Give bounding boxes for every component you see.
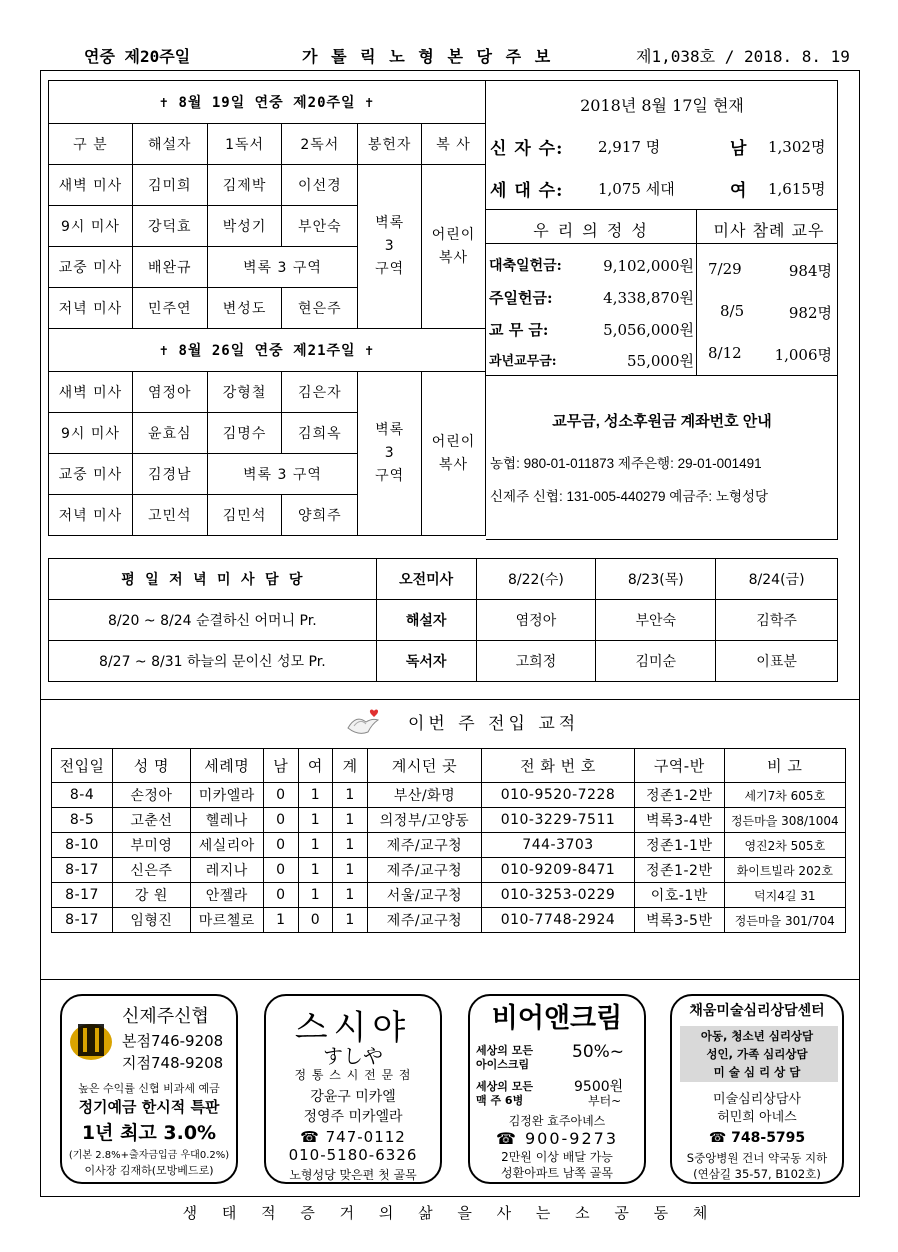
cell: 1 (333, 908, 368, 933)
cell: 1 (298, 783, 333, 808)
ad2-phone: ☎ 747-0112 (300, 1128, 406, 1146)
male-label: 남 (730, 139, 747, 159)
reader-2: 부안숙 (282, 206, 358, 247)
ad1-line: 본점746-9208 (122, 1032, 224, 1050)
ad-sushi (264, 994, 442, 1184)
cell: 의정부/고양동 (367, 808, 481, 833)
week1-title: ✝ 8월 19일 연중 제20주일 ✝ (49, 81, 486, 124)
cell: 010-3253-0229 (482, 883, 635, 908)
col-header: 봉헌자 (358, 124, 422, 165)
readers-merged: 벽록 3 구역 (207, 454, 358, 495)
ad1-line: 높은 수익률 신협 비과세 예금 (78, 1082, 220, 1095)
dove-icon (344, 706, 384, 738)
week2-title: ✝ 8월 26일 연중 제21주일 ✝ (49, 329, 486, 372)
reader-1: 김제박 (207, 165, 282, 206)
offerings-title: 우 리 의 정 성 (533, 221, 649, 240)
reader-2: 김희옥 (282, 413, 358, 454)
cell: 0 (263, 833, 298, 858)
prayer-group-period: 8/20 ~ 8/24 순결하신 어머니 Pr. (49, 600, 377, 641)
commentator: 강덕효 (132, 206, 207, 247)
cell: 안젤라 (190, 883, 263, 908)
ad1-line: 지점748-9208 (122, 1054, 224, 1072)
table-row (52, 883, 846, 908)
cell: 벽록3-5반 (634, 908, 724, 933)
person: 이표분 (716, 641, 838, 682)
person: 김미순 (596, 641, 716, 682)
reader-1: 김민석 (207, 495, 282, 536)
cell: 010-7748-2924 (482, 908, 635, 933)
cell: 덕지4길 31 (724, 883, 845, 908)
cell: 1 (263, 908, 298, 933)
col-header: 전 화 번 호 (482, 749, 635, 783)
accounts-title: 교무금, 성소후원금 계좌번호 안내 (552, 413, 772, 430)
cell: 벽록3-4반 (634, 808, 724, 833)
col-header: 전입일 (52, 749, 113, 783)
weekday-title: 평 일 저 녁 미 사 담 당 (49, 559, 377, 600)
cell: 정든마을 308/1004 (724, 808, 845, 833)
table-row (52, 908, 846, 933)
mass-name: 9시 미사 (49, 413, 133, 454)
mass-name: 교중 미사 (49, 247, 133, 288)
cell: 744-3703 (482, 833, 635, 858)
cell: 8-17 (52, 908, 113, 933)
offering-label: 대축일헌금: (489, 258, 562, 274)
attendance-date: 8/5 (720, 302, 745, 320)
ad3-line: 9500원 (574, 1079, 624, 1095)
ad3-phone: ☎ 900-9273 (495, 1129, 619, 1148)
cell: 1 (298, 858, 333, 883)
cell: 0 (263, 783, 298, 808)
cell: 마르첼로 (190, 908, 263, 933)
accounts-line-2: 신제주 신협: 131-005-440279 예금주: 노형성당 (490, 489, 769, 504)
ad4-line: 성인, 가족 심리상담 (706, 1047, 808, 1061)
cell: 8-10 (52, 833, 113, 858)
ad1-name: 신제주신협 (122, 1006, 209, 1027)
ad4-line: 허민희 아네스 (717, 1110, 797, 1125)
cell: 8-5 (52, 808, 113, 833)
ad1-line: 이사장 김재하(모방베드로) (84, 1164, 214, 1177)
offering-label: 교 무 금: (489, 321, 549, 339)
parish-info-panel (486, 80, 838, 540)
offering-value: 5,056,000원 (603, 321, 694, 339)
commentator: 윤효심 (132, 413, 207, 454)
cell: 0 (263, 883, 298, 908)
day-header: 8/22(수) (476, 559, 596, 600)
cell: 화이트빌라 202호 (724, 858, 845, 883)
ad2-line: 강윤구 미카엘 (310, 1089, 396, 1105)
ad2-name: 스시야 (294, 1008, 412, 1048)
mass-name: 저녁 미사 (49, 495, 133, 536)
offering-group: 벽록 3 구역 (358, 372, 422, 536)
col-header: 성 명 (113, 749, 190, 783)
liturgical-week: 연중 제20주일 (84, 47, 191, 66)
cell: 1 (333, 883, 368, 908)
newcomers-table (51, 748, 846, 933)
commentator: 김미희 (132, 165, 207, 206)
sunday-schedule-table (48, 80, 486, 536)
cell: 1 (333, 833, 368, 858)
ad4-line: 미 술 심 리 상 담 (713, 1065, 801, 1079)
cell: 임형진 (113, 908, 190, 933)
table-row (52, 858, 846, 883)
cell: 제주/교구청 (367, 908, 481, 933)
reader-1: 김명수 (207, 413, 282, 454)
cell: 010-9209-8471 (482, 858, 635, 883)
ad3-line: 50%~ (572, 1042, 625, 1062)
ad4-line: (연삼길 35-57, B102호) (693, 1167, 821, 1181)
person: 김학주 (716, 600, 838, 641)
schedule-header-row (49, 124, 486, 165)
ad-beer-cream (468, 994, 646, 1184)
altar-server-group: 어린이 복사 (422, 372, 486, 536)
ad-art-therapy (670, 994, 844, 1184)
col-header: 남 (263, 749, 298, 783)
bulletin-title: 가 톨 릭 노 형 본 당 주 보 (302, 47, 553, 66)
cell: 손정아 (113, 783, 190, 808)
offering-value: 4,338,870원 (603, 289, 694, 307)
cell: 정존1-2반 (634, 783, 724, 808)
cell: 이호-1반 (634, 883, 724, 908)
cell: 고춘선 (113, 808, 190, 833)
cell: 부미영 (113, 833, 190, 858)
reader-2: 양희주 (282, 495, 358, 536)
accounts-line-1: 농협: 980-01-011873 제주은행: 29-01-001491 (490, 456, 762, 471)
role-label: 독서자 (376, 641, 476, 682)
col-header: 복 사 (422, 124, 486, 165)
ad2-phone: 010-5180-6326 (288, 1146, 418, 1164)
credit-union-logo-icon (68, 1018, 114, 1062)
offering-group: 벽록 3 구역 (358, 165, 422, 329)
ad2-line: 정영주 미카엘라 (303, 1109, 403, 1125)
attendance-date: 8/12 (708, 344, 742, 362)
col-header: 여 (298, 749, 333, 783)
ad2-line: 노형성당 맞은편 첫 골목 (289, 1168, 417, 1182)
day-header: 8/23(목) (596, 559, 716, 600)
ad3-line: 맥 주 6병 (476, 1094, 524, 1107)
attendance-count: 1,006명 (774, 346, 832, 364)
offering-value: 9,102,000원 (603, 257, 694, 275)
ad2-sub: 정 통 스 시 전 문 점 (294, 1068, 412, 1082)
mass-name: 새벽 미사 (49, 372, 133, 413)
weekday-row (49, 641, 838, 682)
ad2-kana: すしや (323, 1044, 383, 1068)
commentator: 김경남 (132, 454, 207, 495)
col-header: 세례명 (190, 749, 263, 783)
commentator: 고민석 (132, 495, 207, 536)
altar-server-group: 어린이 복사 (422, 165, 486, 329)
ad1-line: (기본 2.8%+출자금입금 우대0.2%) (68, 1150, 230, 1161)
offering-label: 주일헌금: (489, 289, 553, 307)
ad4-name: 채움미술심리상담센터 (689, 1003, 825, 1019)
reader-1: 강형철 (207, 372, 282, 413)
male-count: 1,302명 (768, 138, 826, 156)
households-count: 1,075 세대 (598, 180, 675, 198)
person: 부안숙 (596, 600, 716, 641)
readers-merged: 벽록 3 구역 (207, 247, 358, 288)
commentator: 염정아 (132, 372, 207, 413)
ad1-line: 1년 최고 3.0% (81, 1122, 217, 1144)
mass-name: 9시 미사 (49, 206, 133, 247)
cell: 영진2차 505호 (724, 833, 845, 858)
cell: 세실리아 (190, 833, 263, 858)
ad3-name: 비어앤크림 (491, 1003, 623, 1034)
cell: 정존1-2반 (634, 858, 724, 883)
commentator: 민주연 (132, 288, 207, 329)
col-header: 1독서 (207, 124, 282, 165)
person: 고희정 (476, 641, 596, 682)
reader-2: 이선경 (282, 165, 358, 206)
section-divider (40, 979, 860, 980)
cell: 010-9520-7228 (482, 783, 635, 808)
morning-mass-label: 오전미사 (376, 559, 476, 600)
cell: 8-17 (52, 858, 113, 883)
cell: 1 (298, 883, 333, 908)
ad4-line: S중앙병원 건너 약국동 지하 (686, 1151, 828, 1165)
col-header: 구 분 (49, 124, 133, 165)
stats-date: 2018년 8월 17일 현재 (580, 96, 744, 115)
cell: 레지나 (190, 858, 263, 883)
prayer-group-period: 8/27 ~ 8/31 하늘의 문이신 성모 Pr. (49, 641, 377, 682)
ad4-line: 아동, 청소년 심리상담 (700, 1029, 814, 1043)
cell: 1 (298, 808, 333, 833)
reader-1: 변성도 (207, 288, 282, 329)
offering-value: 55,000원 (627, 352, 694, 370)
table-row (52, 783, 846, 808)
cell: 1 (333, 783, 368, 808)
ad3-line: 아이스크림 (476, 1058, 530, 1071)
reader-1: 박성기 (207, 206, 282, 247)
ad4-phone: ☎ 748-5795 (708, 1130, 806, 1146)
believers-label: 신 자 수: (490, 139, 564, 159)
cell: 1 (333, 858, 368, 883)
schedule-row (49, 165, 486, 206)
female-label: 여 (730, 181, 747, 201)
reader-2: 현은주 (282, 288, 358, 329)
newcomers-title: 이번 주 전입 교적 (408, 714, 580, 734)
mass-name: 교중 미사 (49, 454, 133, 495)
reader-2: 김은자 (282, 372, 358, 413)
role-label: 해설자 (376, 600, 476, 641)
attendance-count: 982명 (788, 304, 832, 322)
mass-name: 저녁 미사 (49, 288, 133, 329)
commentator: 배완규 (132, 247, 207, 288)
cell: 1 (298, 833, 333, 858)
cell: 부산/화명 (367, 783, 481, 808)
cell: 서울/교구청 (367, 883, 481, 908)
table-row (52, 833, 846, 858)
cell: 0 (298, 908, 333, 933)
cell: 0 (263, 858, 298, 883)
cell: 1 (333, 808, 368, 833)
ad3-line: 부터~ (588, 1094, 622, 1108)
female-count: 1,615명 (768, 180, 826, 198)
offering-label: 과년교무금: (489, 354, 557, 369)
ad3-line: 성환아파트 남쪽 골목 (501, 1166, 613, 1180)
ad3-line: 김정완 효주아녜스 (508, 1114, 606, 1128)
section-divider (40, 699, 860, 700)
cell: 강 원 (113, 883, 190, 908)
cell: 제주/교구청 (367, 833, 481, 858)
cell: 0 (263, 808, 298, 833)
ad1-line: 정기예금 한시적 특판 (78, 1098, 220, 1116)
ad-credit-union (60, 994, 238, 1184)
cell: 010-3229-7511 (482, 808, 635, 833)
day-header: 8/24(금) (716, 559, 838, 600)
attendance-count: 984명 (788, 262, 832, 280)
believers-count: 2,917 명 (598, 138, 661, 156)
cell: 신은주 (113, 858, 190, 883)
weekday-row (49, 600, 838, 641)
col-header: 계 (333, 749, 368, 783)
cell: 세기7차 605호 (724, 783, 845, 808)
cell: 헬레나 (190, 808, 263, 833)
attendance-date: 7/29 (708, 260, 742, 278)
schedule-row (49, 372, 486, 413)
footer-motto: 생 태 적 증 거 의 삶 을 사 는 소 공 동 체 (182, 1204, 718, 1222)
col-header: 해설자 (132, 124, 207, 165)
cell: 미카엘라 (190, 783, 263, 808)
attendance-title: 미사 참례 교우 (713, 221, 825, 240)
ad3-line: 세상의 모든 (476, 1044, 533, 1057)
cell: 8-4 (52, 783, 113, 808)
households-label: 세 대 수: (490, 181, 564, 201)
col-header: 계시던 곳 (367, 749, 481, 783)
mass-name: 새벽 미사 (49, 165, 133, 206)
person: 염정아 (476, 600, 596, 641)
col-header: 2독서 (282, 124, 358, 165)
cell: 제주/교구청 (367, 858, 481, 883)
weekday-mass-table (48, 558, 838, 682)
cell: 정존1-1반 (634, 833, 724, 858)
col-header: 비 고 (724, 749, 845, 783)
bulletin-header (40, 44, 860, 68)
cell: 정든마을 301/704 (724, 908, 845, 933)
issue-number: 제1,038호 / 2018. 8. 19 (636, 47, 850, 66)
ad3-line: 세상의 모든 (476, 1080, 533, 1093)
ad3-line: 2만원 이상 배달 가능 (501, 1150, 613, 1164)
ad4-line: 미술심리상담사 (713, 1092, 801, 1107)
cell: 8-17 (52, 883, 113, 908)
table-row (52, 808, 846, 833)
col-header: 구역-반 (634, 749, 724, 783)
